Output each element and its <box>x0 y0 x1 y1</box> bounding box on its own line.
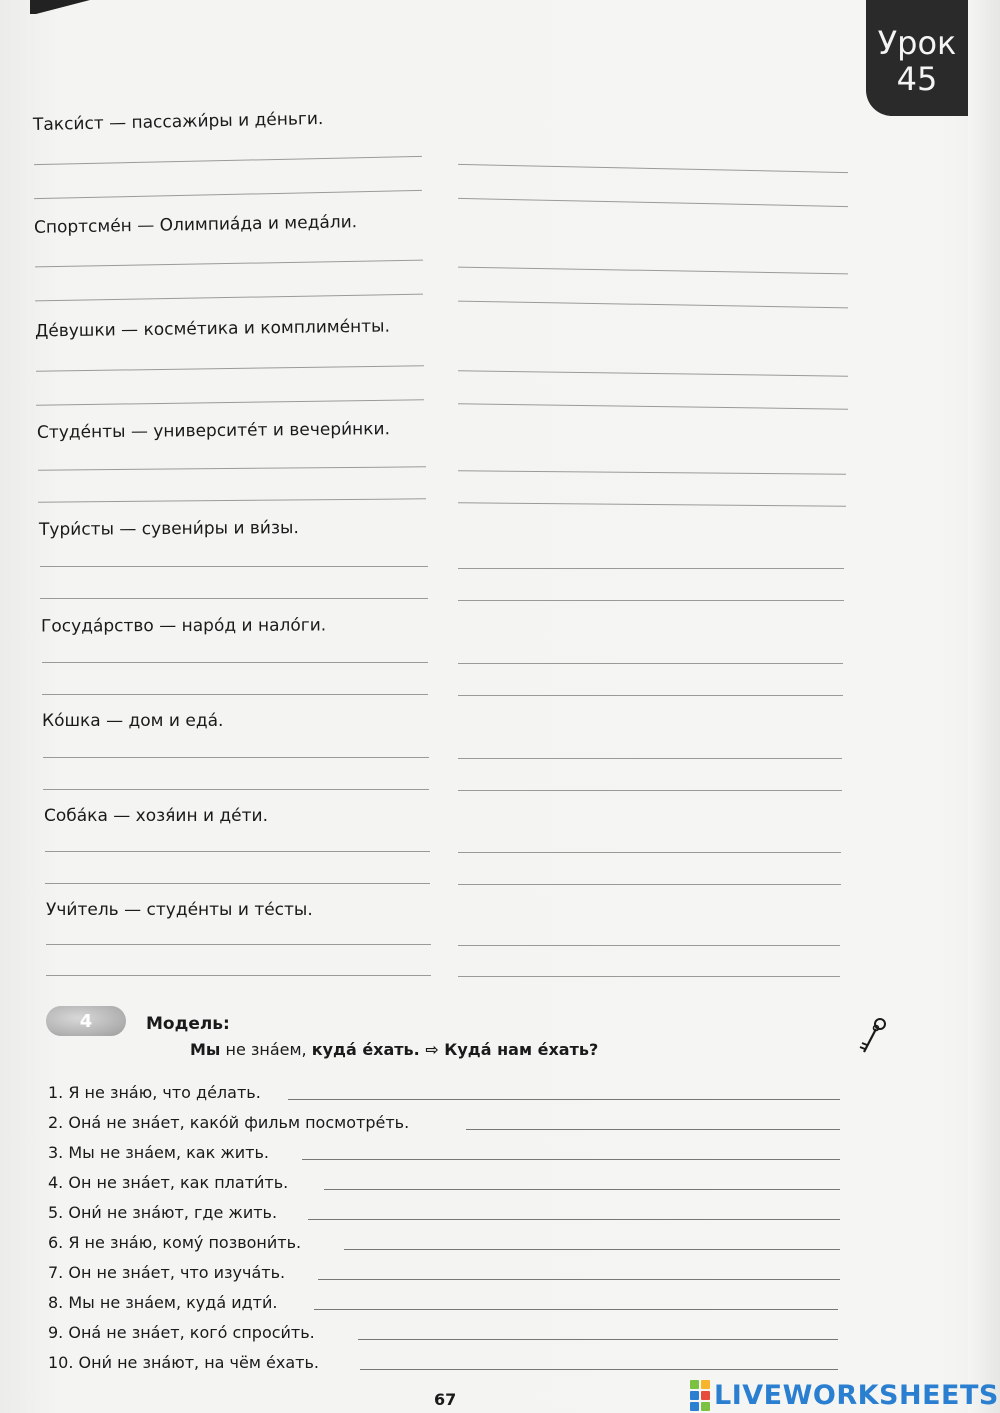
liveworksheets-logo <box>690 1380 999 1411</box>
answer-line[interactable] <box>466 1129 840 1130</box>
answer-line[interactable] <box>318 1279 840 1280</box>
model-example <box>190 1040 598 1059</box>
exercise-item-8: 8. Мы не зна́ем, куда́ идти́. <box>48 1293 278 1312</box>
exercise-item-9: 9. Она́ не зна́ет, кого́ спроси́ть. <box>48 1323 315 1342</box>
answer-line[interactable] <box>46 944 431 945</box>
model-answer: . ⇨ Куда́ нам е́хать? <box>413 1040 599 1059</box>
prompt-5: Тури́сты — сувени́ры и ви́зы. <box>38 518 299 540</box>
answer-line[interactable] <box>458 502 846 506</box>
answer-line[interactable] <box>36 365 424 371</box>
logo-grid-icon <box>690 1380 710 1411</box>
answer-line[interactable] <box>36 399 424 405</box>
exercise-item-6: 6. Я не зна́ю, кому́ позвони́ть. <box>48 1233 302 1252</box>
answer-line[interactable] <box>458 470 846 474</box>
answer-line[interactable] <box>458 403 848 409</box>
answer-line[interactable] <box>288 1099 840 1100</box>
answer-line[interactable] <box>308 1219 840 1220</box>
answer-line[interactable] <box>302 1159 840 1160</box>
answer-line[interactable] <box>42 662 428 663</box>
answer-line[interactable] <box>458 790 842 791</box>
answer-line[interactable] <box>344 1249 840 1250</box>
exercise-item-7: 7. Он не зна́ет, что изуча́ть. <box>48 1263 286 1282</box>
prompt-7: Ко́шка — дом и еда́. <box>42 711 224 731</box>
answer-line[interactable] <box>43 757 429 758</box>
answer-line[interactable] <box>458 976 840 977</box>
exercise-item-5: 5. Они́ не зна́ют, где жить. <box>48 1203 278 1222</box>
model-label: Модель: <box>146 1014 230 1034</box>
exercise-number-badge: 4 <box>46 1006 126 1036</box>
model-subject: Мы <box>190 1040 221 1059</box>
answer-line[interactable] <box>35 294 423 302</box>
prompt-4: Студе́нты — университе́т и вечери́нки. <box>36 419 391 443</box>
prompt-3: Де́вушки — косме́тика и комплиме́нты. <box>34 316 391 342</box>
answer-line[interactable] <box>458 695 843 696</box>
answer-line[interactable] <box>45 851 430 852</box>
model-phrase: куда́ е́хать <box>311 1040 414 1059</box>
lesson-tab <box>866 0 968 116</box>
page-edge-shadow <box>968 0 1000 1413</box>
answer-line[interactable] <box>458 267 848 275</box>
answer-line[interactable] <box>458 198 848 207</box>
answer-line[interactable] <box>458 945 840 946</box>
prompt-2: Спортсме́н — Олимпиа́да и меда́ли. <box>33 212 358 238</box>
exercise-item-10: 10. Они́ не зна́ют, на чём е́хать. <box>48 1353 319 1372</box>
answer-line[interactable] <box>458 600 844 601</box>
answer-line[interactable] <box>458 370 848 376</box>
lesson-number: 45 <box>896 60 938 98</box>
answer-line[interactable] <box>43 789 429 790</box>
answer-line[interactable] <box>324 1189 840 1190</box>
answer-line[interactable] <box>34 156 422 165</box>
model-verb: не зна́ем, <box>220 1040 312 1059</box>
lesson-word: Урок <box>877 24 957 62</box>
answer-line[interactable] <box>458 758 842 759</box>
answer-line[interactable] <box>38 466 426 470</box>
answer-line[interactable] <box>314 1309 838 1310</box>
prompt-1: Такси́ст — пассажи́ры и де́ньги. <box>32 108 324 136</box>
key-icon <box>856 1016 892 1056</box>
exercise-item-4: 4. Он не зна́ет, как плати́ть. <box>48 1173 289 1192</box>
prompt-8: Соба́ка — хозя́ин и де́ти. <box>44 806 268 826</box>
answer-line[interactable] <box>458 663 843 664</box>
answer-line[interactable] <box>34 190 422 199</box>
answer-line[interactable] <box>40 598 428 599</box>
answer-line[interactable] <box>46 975 431 976</box>
exercise-item-3: 3. Мы не зна́ем, как жить. <box>48 1143 269 1162</box>
answer-line[interactable] <box>458 301 848 309</box>
answer-line[interactable] <box>40 566 428 567</box>
answer-line[interactable] <box>458 852 841 853</box>
page-number: 67 <box>434 1390 457 1409</box>
prompt-6: Госуда́рство — наро́д и нало́ги. <box>40 615 327 637</box>
answer-line[interactable] <box>35 260 423 268</box>
prompt-9: Учи́тель — студе́нты и те́сты. <box>46 900 313 920</box>
answer-line[interactable] <box>360 1369 838 1370</box>
answer-line[interactable] <box>458 884 841 885</box>
answer-line[interactable] <box>42 694 428 695</box>
logo-text: LIVEWORKSHEETS <box>714 1380 999 1411</box>
answer-line[interactable] <box>38 498 426 502</box>
answer-line[interactable] <box>458 164 848 173</box>
exercise-item-1: 1. Я не зна́ю, что де́лать. <box>48 1083 261 1102</box>
answer-line[interactable] <box>45 883 430 884</box>
corner-decoration <box>30 0 90 14</box>
answer-line[interactable] <box>458 568 844 569</box>
answer-line[interactable] <box>358 1339 838 1340</box>
exercise-item-2: 2. Она́ не зна́ет, како́й фильм посмотре́ть. <box>48 1113 410 1132</box>
